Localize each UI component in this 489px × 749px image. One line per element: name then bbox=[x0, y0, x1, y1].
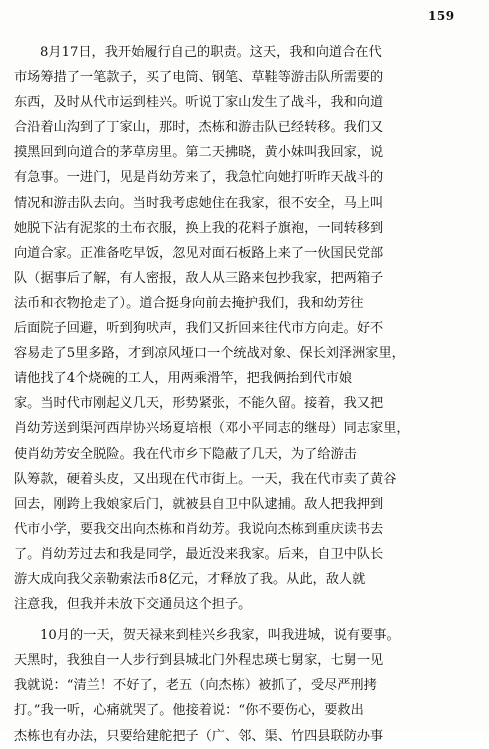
text-line: 打。”我一听，心痛就哭了。他接着说：“你不要伤心，要救出 bbox=[14, 703, 364, 719]
text-line: 市场筹措了一笔款子，买了电筒、钢笔、草鞋等游击队所需要的 bbox=[14, 70, 384, 86]
body-text bbox=[14, 40, 476, 749]
text-line: 向道合家。正准备吃早饭，忽见对面石板路上来了一伙国民党部 bbox=[14, 245, 384, 261]
text-line: 杰栋也有办法，只要给建舵把子（广、邻、渠、竹四县联防办事 bbox=[14, 728, 384, 744]
text-line: 注意我，但我并未放下交通员这个担子。 bbox=[14, 597, 252, 613]
text-line: 请他找了4个烧碗的工人，用两乘滑竿，把我俩抬到代市娘 bbox=[14, 371, 353, 387]
text-line: 我就说：“清兰！不好了，老五（向杰栋）被抓了，受尽严刑拷 bbox=[14, 678, 377, 694]
text-line: 10月的一天，贺天禄来到桂兴乡我家，叫我进城，说有要事。 bbox=[40, 628, 400, 644]
text-line: 摸黑回到向道合的茅草房里。第二天拂晓，黄小妹叫我回家，说 bbox=[14, 145, 384, 161]
text-line: 使肖幼芳安全脱险。我在代市乡下隐蔽了几天，为了给游击 bbox=[14, 446, 357, 462]
text-line: 队筹款，硬着头皮，又出现在代市街上。一天，我在代市卖了黄谷 bbox=[14, 471, 397, 487]
text-line: 后面院子回避，听到狗吠声，我们又折回来往代市方向走。好不 bbox=[14, 321, 384, 337]
text-line: 家。当时代市刚起义几天，形势紧张，不能久留。接着，我又把 bbox=[14, 396, 384, 412]
paragraph-1 bbox=[14, 40, 476, 617]
text-line: 了。肖幼芳过去和我是同学，最近没来我家。后来，自卫中队长 bbox=[14, 546, 384, 562]
text-line: 游大成向我父亲勒索法币8亿元，才释放了我。从此，敌人就 bbox=[14, 571, 366, 587]
text-line: 有急事。一进门，见是肖幼芳来了，我急忙向她打听昨天战斗的 bbox=[14, 170, 384, 186]
text-line: 天黑时，我独自一人步行到县城北门外程忠瑛七舅家，七舅一见 bbox=[14, 653, 384, 669]
text-line: 法币和衣物抢走了）。道合挺身向前去掩护我们，我和幼芳往 bbox=[14, 295, 364, 311]
text-line: 肖幼芳送到渠河西岸协兴场夏培根（邓小平同志的继母）同志家里， bbox=[14, 421, 410, 437]
text-line: 代市小学，要我交出向杰栋和肖幼芳。我说向杰栋到重庆读书去 bbox=[14, 521, 384, 537]
text-line: 回去，刚跨上我娘家后门，就被县自卫中队逮捕。敌人把我押到 bbox=[14, 496, 384, 512]
page-number: 159 bbox=[428, 9, 455, 23]
text-line: 东西，及时从代市运到桂兴。听说丁家山发生了战斗，我和向道 bbox=[14, 95, 384, 111]
text-line: 队（据事后了解，有人密报，敌人从三路来包抄我家，把两箱子 bbox=[14, 270, 384, 286]
text-line: 她脱下沾有泥浆的土布衣服，换上我的花料子旗袍，一同转移到 bbox=[14, 220, 384, 236]
text-line: 8月17日，我开始履行自己的职责。这天，我和向道合在代 bbox=[40, 45, 382, 60]
text-line: 容易走了5里多路，才到凉风垭口一个统战对象、保长刘泽洲家里， bbox=[14, 346, 405, 362]
text-line: 情况和游击队去向。当时我考虑她住在我家，很不安全，马上叫 bbox=[14, 195, 384, 211]
paragraph-2 bbox=[14, 623, 476, 748]
text-line: 合沿着山沟到了丁家山，那时，杰栋和游击队已经转移。我们又 bbox=[14, 120, 384, 136]
